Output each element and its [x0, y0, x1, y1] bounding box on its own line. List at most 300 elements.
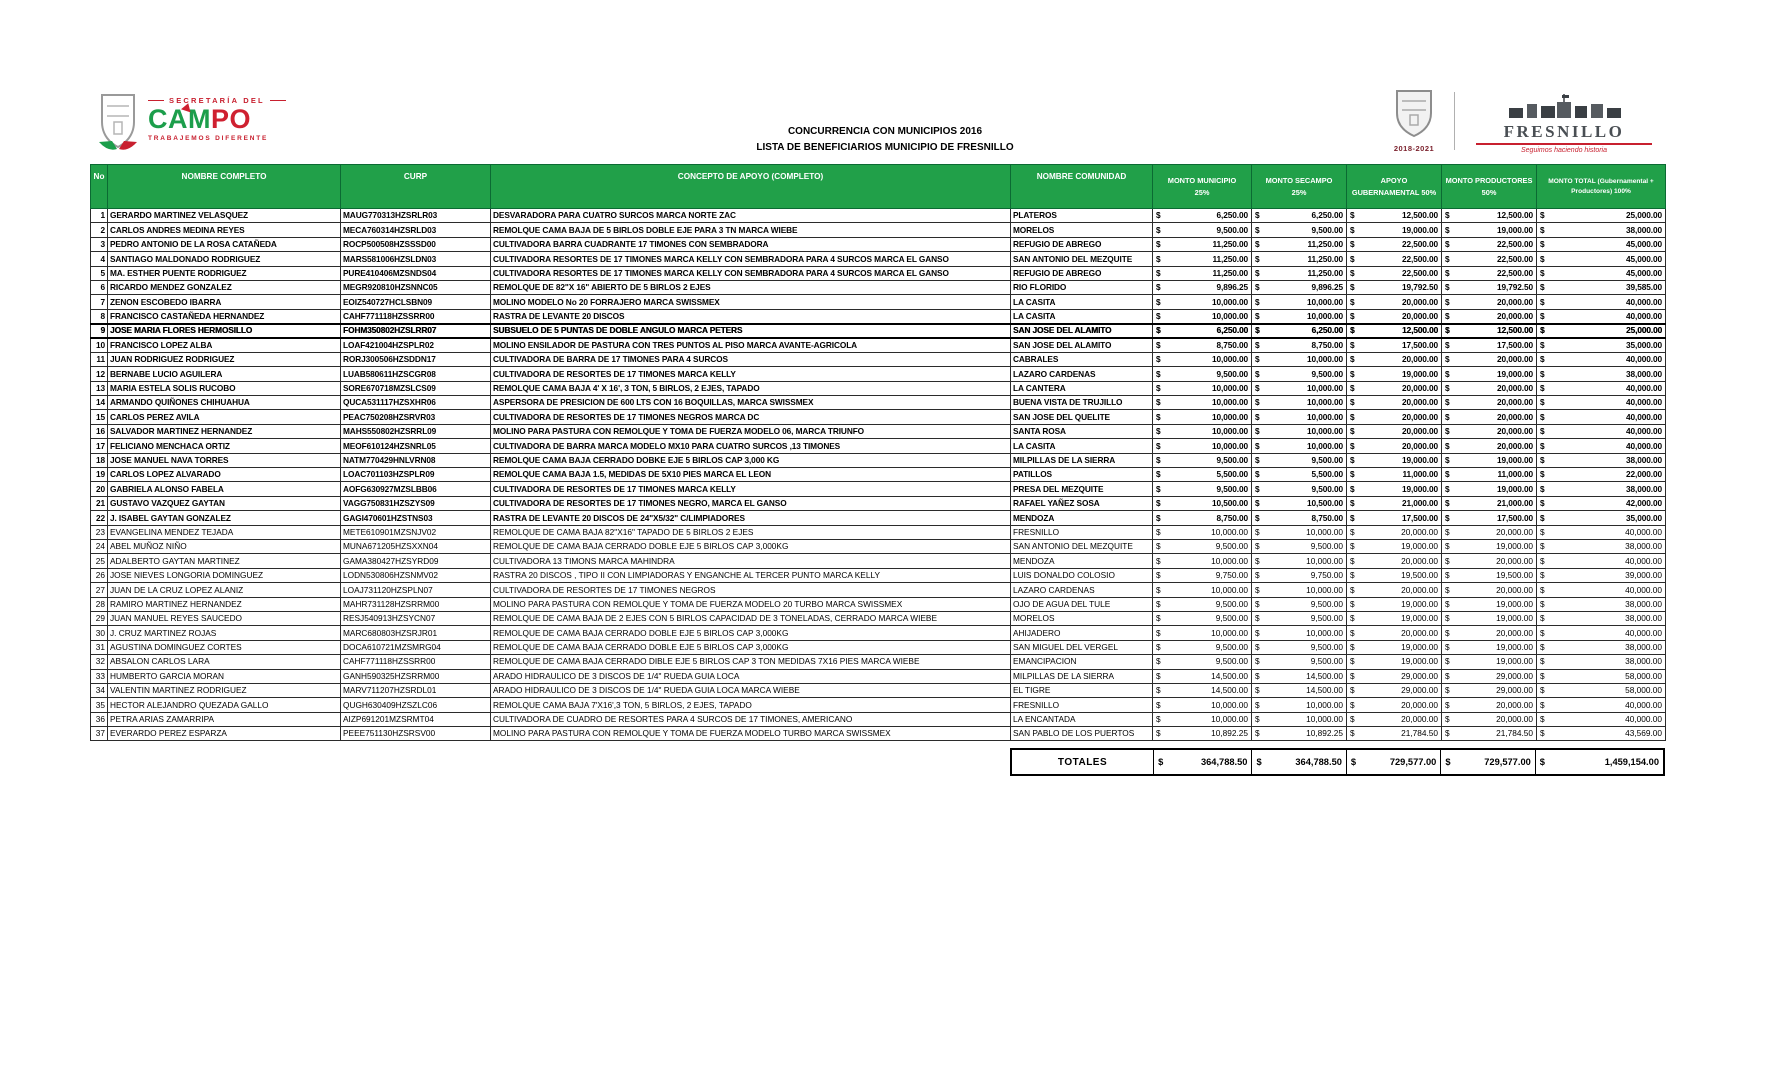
- cell-monto-municipio: $ 9,500.00: [1153, 223, 1252, 237]
- cell-monto-productores: $ 19,000.00: [1442, 453, 1537, 467]
- cell-concepto: MOLINO ENSILADOR DE PASTURA CON TRES PUNTOS AL PISO MARCA AVANTE-AGRICOLA: [491, 338, 1011, 352]
- secampo-crest-icon: [96, 92, 140, 154]
- cell-curp: ROCP500508HZSSSD00: [341, 237, 491, 251]
- cell-curp: DOCA610721MZSMRG04: [341, 640, 491, 654]
- table-row: [91, 525, 1666, 539]
- currency-symbol: $: [1540, 627, 1545, 638]
- currency-symbol: $: [1445, 498, 1450, 509]
- currency-symbol: $: [1540, 224, 1545, 235]
- cell-concepto: CULTIVADORA DE RESORTES DE 17 TIMONES MARCA KELLY: [491, 482, 1011, 496]
- cell-monto-secampo: $ 6,250.00: [1252, 324, 1347, 338]
- cell-no: 31: [91, 640, 108, 654]
- cell-apoyo-gubernamental: $ 20,000.00: [1347, 381, 1442, 395]
- cell-apoyo-gubernamental: $ 19,000.00: [1347, 223, 1442, 237]
- currency-symbol: $: [1445, 239, 1450, 250]
- cell-monto-total: $ 38,000.00: [1537, 223, 1666, 237]
- cell-concepto: MOLINO PARA PASTURA CON REMOLQUE Y TOMA DE FUERZA MODELO 20 TURBO MARCA SWISSMEX: [491, 597, 1011, 611]
- cell-apoyo-gubernamental: $ 19,000.00: [1347, 482, 1442, 496]
- cell-apoyo-gubernamental: $ 19,000.00: [1347, 539, 1442, 553]
- currency-symbol: $: [1350, 325, 1355, 336]
- cell-monto-total: $ 38,000.00: [1537, 453, 1666, 467]
- totals-label: TOTALES: [1057, 756, 1108, 768]
- cell-monto-municipio: $ 11,250.00: [1153, 237, 1252, 251]
- currency-symbol: $: [1445, 642, 1450, 653]
- currency-symbol: $: [1350, 526, 1355, 537]
- cell-monto-secampo: $ 9,500.00: [1252, 655, 1347, 669]
- cell-concepto: REMOLQUE DE CAMA BAJA CERRADO DOBLE EJE 5 BIRLOS CAP 3,000KG: [491, 640, 1011, 654]
- cell-concepto: ARADO HIDRAULICO DE 3 DISCOS DE 1/4" RUEDA GUIA LOCA MARCA WIEBE: [491, 683, 1011, 697]
- cell-curp: GAMA380427HZSYRD09: [341, 554, 491, 568]
- cell-apoyo-gubernamental: $ 22,500.00: [1347, 252, 1442, 266]
- cell-monto-municipio: $ 10,000.00: [1153, 396, 1252, 410]
- cell-no: 8: [91, 309, 108, 323]
- cell-no: 35: [91, 698, 108, 712]
- cell-apoyo-gubernamental: $ 11,000.00: [1347, 468, 1442, 482]
- cell-monto-productores: $ 20,000.00: [1442, 626, 1537, 640]
- currency-symbol: $: [1445, 253, 1450, 264]
- currency-symbol: $: [1156, 699, 1161, 710]
- currency-symbol: $: [1350, 454, 1355, 465]
- cell-monto-municipio: $ 10,000.00: [1153, 352, 1252, 366]
- currency-symbol: $: [1255, 555, 1260, 566]
- cell-nombre: GERARDO MARTINEZ VELASQUEZ: [108, 209, 341, 223]
- cell-monto-productores: $ 19,000.00: [1442, 367, 1537, 381]
- currency-symbol: $: [1255, 656, 1260, 667]
- table-row: [91, 539, 1666, 553]
- currency-symbol: $: [1540, 483, 1545, 494]
- currency-symbol: $: [1255, 613, 1260, 624]
- currency-symbol: $: [1156, 570, 1161, 581]
- currency-symbol: $: [1255, 397, 1260, 408]
- cell-comunidad: OJO DE AGUA DEL TULE: [1011, 597, 1153, 611]
- currency-symbol: $: [1156, 627, 1161, 638]
- cell-nombre: ZENON ESCOBEDO IBARRA: [108, 295, 341, 309]
- cell-comunidad: MENDOZA: [1011, 554, 1153, 568]
- currency-symbol: $: [1156, 642, 1161, 653]
- cell-monto-productores: $ 20,000.00: [1442, 309, 1537, 323]
- table-row: [91, 396, 1666, 410]
- cell-monto-secampo: $ 10,000.00: [1252, 410, 1347, 424]
- cell-curp: AIZP691201MZSRMT04: [341, 712, 491, 726]
- cell-comunidad: EMANCIPACION: [1011, 655, 1153, 669]
- currency-symbol: $: [1255, 512, 1260, 523]
- cell-concepto: CULTIVADORA DE RESORTES DE 17 TIMONES NEGROS: [491, 583, 1011, 597]
- currency-symbol: $: [1445, 224, 1450, 235]
- cell-monto-municipio: $ 8,750.00: [1153, 338, 1252, 352]
- currency-symbol: $: [1156, 282, 1161, 293]
- currency-symbol: $: [1156, 426, 1161, 437]
- cell-no: 34: [91, 683, 108, 697]
- cell-no: 12: [91, 367, 108, 381]
- currency-symbol: $: [1540, 210, 1545, 221]
- cell-monto-secampo: $ 10,000.00: [1252, 626, 1347, 640]
- cell-nombre: JOSE MARIA FLORES HERMOSILLO: [108, 324, 341, 338]
- table-row: [91, 237, 1666, 251]
- currency-symbol: $: [1350, 368, 1355, 379]
- cell-apoyo-gubernamental: $ 19,000.00: [1347, 611, 1442, 625]
- cell-curp: MECA760314HZSRLD03: [341, 223, 491, 237]
- cell-apoyo-gubernamental: $ 20,000.00: [1347, 525, 1442, 539]
- cell-curp: EOIZ540727HCLSBN09: [341, 295, 491, 309]
- currency-symbol: $: [1255, 483, 1260, 494]
- cell-apoyo-gubernamental: $ 19,500.00: [1347, 568, 1442, 582]
- cell-monto-total: $ 38,000.00: [1537, 539, 1666, 553]
- cell-monto-secampo: $ 11,250.00: [1252, 252, 1347, 266]
- cell-curp: CAHF771118HZSSRR00: [341, 655, 491, 669]
- currency-symbol: $: [1350, 426, 1355, 437]
- cell-nombre: FRANCISCO CASTAÑEDA HERNANDEZ: [108, 309, 341, 323]
- currency-symbol: $: [1255, 310, 1260, 321]
- cell-concepto: REMOLQUE CAMA BAJA 1.5, MEDIDAS DE 5X10 PIES MARCA EL LEON: [491, 468, 1011, 482]
- table-row: [91, 597, 1666, 611]
- cell-comunidad: FRESNILLO: [1011, 525, 1153, 539]
- currency-symbol: $: [1445, 282, 1450, 293]
- cell-nombre: JUAN MANUEL REYES SAUCEDO: [108, 611, 341, 625]
- cell-comunidad: LAZARO CARDENAS: [1011, 367, 1153, 381]
- cell-curp: MAHR731128HZSRRM00: [341, 597, 491, 611]
- currency-symbol: $: [1445, 354, 1450, 365]
- currency-symbol: $: [1156, 598, 1161, 609]
- currency-symbol: $: [1255, 454, 1260, 465]
- cell-concepto: CULTIVADORA DE BARRA MARCA MODELO MX10 PARA CUATRO SURCOS ,13 TIMONES: [491, 439, 1011, 453]
- cell-comunidad: LA CASITA: [1011, 309, 1153, 323]
- currency-symbol: $: [1156, 397, 1161, 408]
- cell-nombre: HECTOR ALEJANDRO QUEZADA GALLO: [108, 698, 341, 712]
- currency-symbol: $: [1156, 224, 1161, 235]
- cell-curp: GANH590325HZSRRM00: [341, 669, 491, 683]
- table-row: [91, 698, 1666, 712]
- currency-symbol: $: [1350, 340, 1355, 351]
- ayuntamiento-logo: [1388, 88, 1440, 153]
- currency-symbol: $: [1156, 239, 1161, 250]
- currency-symbol: $: [1256, 757, 1262, 767]
- cell-comunidad: MILPILLAS DE LA SIERRA: [1011, 669, 1153, 683]
- cell-curp: LODN530806HZSNMV02: [341, 568, 491, 582]
- cell-monto-total: $ 40,000.00: [1537, 424, 1666, 438]
- currency-symbol: $: [1156, 296, 1161, 307]
- currency-symbol: $: [1350, 411, 1355, 422]
- currency-symbol: $: [1445, 584, 1450, 595]
- cell-monto-municipio: $ 10,000.00: [1153, 626, 1252, 640]
- table-row: [91, 468, 1666, 482]
- currency-symbol: $: [1156, 512, 1161, 523]
- cell-nombre: VALENTIN MARTINEZ RODRIGUEZ: [108, 683, 341, 697]
- table-row: [91, 338, 1666, 352]
- cell-concepto: CULTIVADORA RESORTES DE 17 TIMONES MARCA KELLY CON SEMBRADORA PARA 4 SURCOS MARCA EL GANSO: [491, 252, 1011, 266]
- cell-nombre: MA. ESTHER PUENTE RODRIGUEZ: [108, 266, 341, 280]
- currency-symbol: $: [1255, 714, 1260, 725]
- cell-apoyo-gubernamental: $ 20,000.00: [1347, 439, 1442, 453]
- table-row: [91, 640, 1666, 654]
- table-row: [91, 410, 1666, 424]
- cell-monto-secampo: $ 9,500.00: [1252, 482, 1347, 496]
- cell-monto-municipio: $ 10,000.00: [1153, 424, 1252, 438]
- cell-monto-total: $ 40,000.00: [1537, 439, 1666, 453]
- cell-monto-secampo: $ 10,000.00: [1252, 352, 1347, 366]
- cell-nombre: GABRIELA ALONSO FABELA: [108, 482, 341, 496]
- cell-monto-municipio: $ 9,500.00: [1153, 482, 1252, 496]
- cell-monto-productores: $ 20,000.00: [1442, 295, 1537, 309]
- cell-concepto: ARADO HIDRAULICO DE 3 DISCOS DE 1/4" RUEDA GUIA LOCA: [491, 669, 1011, 683]
- cell-monto-municipio: $ 9,500.00: [1153, 640, 1252, 654]
- campo-wordmark: CAMPO: [148, 105, 286, 133]
- currency-symbol: $: [1350, 512, 1355, 523]
- cell-monto-productores: $ 20,000.00: [1442, 352, 1537, 366]
- currency-symbol: $: [1540, 454, 1545, 465]
- table-body: [91, 209, 1666, 741]
- currency-symbol: $: [1350, 239, 1355, 250]
- cell-concepto: SUBSUELO DE 5 PUNTAS DE DOBLE ANGULO MARCA PETERS: [491, 324, 1011, 338]
- cell-monto-total: $ 40,000.00: [1537, 554, 1666, 568]
- currency-symbol: $: [1350, 685, 1355, 696]
- total-municipio: $ 364,788.50: [1153, 750, 1251, 774]
- currency-symbol: $: [1255, 411, 1260, 422]
- cell-monto-secampo: $ 9,500.00: [1252, 223, 1347, 237]
- cell-nombre: RAMIRO MARTINEZ HERNANDEZ: [108, 597, 341, 611]
- cell-curp: LOAC701103HZSPLR09: [341, 468, 491, 482]
- cell-comunidad: FRESNILLO: [1011, 698, 1153, 712]
- currency-symbol: $: [1540, 570, 1545, 581]
- currency-symbol: $: [1540, 354, 1545, 365]
- cell-monto-secampo: $ 9,750.00: [1252, 568, 1347, 582]
- currency-symbol: $: [1156, 411, 1161, 422]
- currency-symbol: $: [1540, 526, 1545, 537]
- cell-curp: METE610901MZSNJV02: [341, 525, 491, 539]
- currency-symbol: $: [1156, 383, 1161, 394]
- currency-symbol: $: [1156, 440, 1161, 451]
- cell-no: 30: [91, 626, 108, 640]
- cell-no: 22: [91, 511, 108, 525]
- currency-symbol: $: [1255, 685, 1260, 696]
- cell-comunidad: SAN JOSE DEL QUELITE: [1011, 410, 1153, 424]
- cell-monto-total: $ 45,000.00: [1537, 237, 1666, 251]
- currency-symbol: $: [1445, 685, 1450, 696]
- currency-symbol: $: [1540, 699, 1545, 710]
- cell-concepto: REMOLQUE CAMA BAJA 7'X16',3 TON, 5 BIRLOS, 2 EJES, TAPADO: [491, 698, 1011, 712]
- cell-concepto: CULTIVADORA RESORTES DE 17 TIMONES MARCA KELLY CON SEMBRADORA PARA 4 SURCOS MARCA EL GANSO: [491, 266, 1011, 280]
- currency-symbol: $: [1540, 656, 1545, 667]
- cell-monto-municipio: $ 10,000.00: [1153, 554, 1252, 568]
- cell-monto-total: $ 35,000.00: [1537, 511, 1666, 525]
- currency-symbol: $: [1445, 570, 1450, 581]
- currency-symbol: $: [1350, 498, 1355, 509]
- cell-monto-municipio: $ 11,250.00: [1153, 266, 1252, 280]
- cell-curp: GAGI470601HZSTNS03: [341, 511, 491, 525]
- cell-monto-productores: $ 22,500.00: [1442, 266, 1537, 280]
- cell-monto-total: $ 38,000.00: [1537, 611, 1666, 625]
- currency-symbol: $: [1445, 670, 1450, 681]
- cell-monto-total: $ 38,000.00: [1537, 655, 1666, 669]
- currency-symbol: $: [1445, 699, 1450, 710]
- currency-symbol: $: [1540, 411, 1545, 422]
- cell-monto-total: $ 40,000.00: [1537, 309, 1666, 323]
- cell-comunidad: PRESA DEL MEZQUITE: [1011, 482, 1153, 496]
- currency-symbol: $: [1445, 411, 1450, 422]
- cell-monto-productores: $ 20,000.00: [1442, 525, 1537, 539]
- cell-apoyo-gubernamental: $ 20,000.00: [1347, 698, 1442, 712]
- currency-symbol: $: [1255, 426, 1260, 437]
- cell-monto-secampo: $ 10,000.00: [1252, 698, 1347, 712]
- cell-monto-secampo: $ 9,500.00: [1252, 640, 1347, 654]
- cell-no: 1: [91, 209, 108, 223]
- currency-symbol: $: [1445, 325, 1450, 336]
- cell-concepto: CULTIVADORA BARRA CUADRANTE 17 TIMONES CON SEMBRADORA: [491, 237, 1011, 251]
- cell-apoyo-gubernamental: $ 19,000.00: [1347, 597, 1442, 611]
- cell-apoyo-gubernamental: $ 20,000.00: [1347, 583, 1442, 597]
- cell-concepto: MOLINO PARA PASTURA CON REMOLQUE Y TOMA DE FUERZA MODELO TURBO MARCA SWISSMEX: [491, 727, 1011, 741]
- cell-monto-municipio: $ 10,000.00: [1153, 295, 1252, 309]
- cell-curp: MEOF610124HZSNRL05: [341, 439, 491, 453]
- currency-symbol: $: [1540, 340, 1545, 351]
- cell-monto-municipio: $ 10,000.00: [1153, 698, 1252, 712]
- cell-monto-municipio: $ 9,896.25: [1153, 280, 1252, 294]
- currency-symbol: $: [1540, 239, 1545, 250]
- table-row: [91, 209, 1666, 223]
- cell-no: 2: [91, 223, 108, 237]
- currency-symbol: $: [1156, 656, 1161, 667]
- cell-monto-secampo: $ 9,500.00: [1252, 539, 1347, 553]
- cell-monto-productores: $ 20,000.00: [1442, 698, 1537, 712]
- currency-symbol: $: [1255, 469, 1260, 480]
- fresnillo-logo: [1468, 94, 1660, 154]
- currency-symbol: $: [1156, 526, 1161, 537]
- secretaria-del-label: SECRETARÍA DEL: [148, 96, 286, 105]
- cell-curp: QUGH630409HZSZLC06: [341, 698, 491, 712]
- currency-symbol: $: [1540, 469, 1545, 480]
- cell-apoyo-gubernamental: $ 20,000.00: [1347, 712, 1442, 726]
- cell-monto-productores: $ 20,000.00: [1442, 396, 1537, 410]
- beneficiaries-table: [90, 164, 1666, 741]
- currency-symbol: $: [1156, 541, 1161, 552]
- cell-comunidad: PLATEROS: [1011, 209, 1153, 223]
- cell-concepto: CULTIVADORA 13 TIMONS MARCA MAHINDRA: [491, 554, 1011, 568]
- cell-nombre: CARLOS LOPEZ ALVARADO: [108, 468, 341, 482]
- currency-symbol: $: [1350, 296, 1355, 307]
- cell-monto-total: $ 40,000.00: [1537, 525, 1666, 539]
- cell-apoyo-gubernamental: $ 29,000.00: [1347, 669, 1442, 683]
- cell-curp: QUCA531117HZSXHR06: [341, 396, 491, 410]
- currency-symbol: $: [1445, 512, 1450, 523]
- currency-symbol: $: [1445, 757, 1451, 767]
- cell-nombre: ARMANDO QUIÑONES CHIHUAHUA: [108, 396, 341, 410]
- table-row: [91, 511, 1666, 525]
- cell-comunidad: SAN JOSE DEL ALAMITO: [1011, 324, 1153, 338]
- cell-comunidad: PATILLOS: [1011, 468, 1153, 482]
- cell-nombre: FELICIANO MENCHACA ORTIZ: [108, 439, 341, 453]
- cell-curp: NATM770429HNLVRN08: [341, 453, 491, 467]
- cell-apoyo-gubernamental: $ 20,000.00: [1347, 396, 1442, 410]
- currency-symbol: $: [1350, 253, 1355, 264]
- cell-monto-total: $ 25,000.00: [1537, 324, 1666, 338]
- cell-monto-municipio: $ 9,500.00: [1153, 611, 1252, 625]
- currency-symbol: $: [1255, 224, 1260, 235]
- cell-curp: CAHF771118HZSSRR00: [341, 309, 491, 323]
- currency-symbol: $: [1350, 440, 1355, 451]
- cell-monto-productores: $ 20,000.00: [1442, 410, 1537, 424]
- currency-symbol: $: [1445, 454, 1450, 465]
- currency-symbol: $: [1350, 469, 1355, 480]
- cell-monto-productores: $ 17,500.00: [1442, 511, 1537, 525]
- cell-curp: MARC680803HZSRJR01: [341, 626, 491, 640]
- cell-curp: MARV711207HZSRDL01: [341, 683, 491, 697]
- currency-symbol: $: [1540, 714, 1545, 725]
- cell-no: 9: [91, 324, 108, 338]
- cell-monto-productores: $ 20,000.00: [1442, 439, 1537, 453]
- cell-nombre: EVANGELINA MENDEZ TEJADA: [108, 525, 341, 539]
- table-row: [91, 367, 1666, 381]
- cell-monto-total: $ 39,000.00: [1537, 568, 1666, 582]
- cell-monto-productores: $ 19,000.00: [1442, 640, 1537, 654]
- cell-monto-municipio: $ 10,000.00: [1153, 439, 1252, 453]
- currency-symbol: $: [1350, 354, 1355, 365]
- table-row: [91, 266, 1666, 280]
- table-row: [91, 655, 1666, 669]
- cell-monto-total: $ 35,000.00: [1537, 338, 1666, 352]
- cell-monto-productores: $ 19,500.00: [1442, 568, 1537, 582]
- currency-symbol: $: [1350, 670, 1355, 681]
- cell-apoyo-gubernamental: $ 12,500.00: [1347, 324, 1442, 338]
- cell-comunidad: AHIJADERO: [1011, 626, 1153, 640]
- currency-symbol: $: [1445, 627, 1450, 638]
- cell-concepto: CULTIVADORA DE RESORTES DE 17 TIMONES NEGRO, MARCA EL GANSO: [491, 496, 1011, 510]
- currency-symbol: $: [1255, 354, 1260, 365]
- cell-comunidad: LAZARO CARDENAS: [1011, 583, 1153, 597]
- cell-apoyo-gubernamental: $ 19,000.00: [1347, 640, 1442, 654]
- column-header-nombre: NOMBRE COMPLETO: [108, 165, 341, 209]
- currency-symbol: $: [1540, 296, 1545, 307]
- cell-comunidad: LA ENCANTADA: [1011, 712, 1153, 726]
- cell-concepto: REMOLQUE DE CAMA BAJA CERRADO DOBLE EJE 5 BIRLOS CAP 3,000KG: [491, 626, 1011, 640]
- currency-symbol: $: [1445, 555, 1450, 566]
- currency-symbol: $: [1156, 714, 1161, 725]
- column-header-comunidad: NOMBRE COMUNIDAD: [1011, 165, 1153, 209]
- currency-symbol: $: [1540, 310, 1545, 321]
- cell-curp: RORJ300506HZSDDN17: [341, 352, 491, 366]
- cell-monto-productores: $ 21,000.00: [1442, 496, 1537, 510]
- currency-symbol: $: [1156, 613, 1161, 624]
- cell-monto-municipio: $ 9,500.00: [1153, 597, 1252, 611]
- cell-monto-productores: $ 22,500.00: [1442, 252, 1537, 266]
- cell-concepto: ASPERSORA DE PRESICION DE 600 LTS CON 16 BOQUILLAS, MARCA SWISSMEX: [491, 396, 1011, 410]
- cell-monto-total: $ 40,000.00: [1537, 626, 1666, 640]
- cell-monto-municipio: $ 9,500.00: [1153, 539, 1252, 553]
- currency-symbol: $: [1445, 483, 1450, 494]
- ayuntamiento-years: 2018-2021: [1393, 144, 1435, 153]
- currency-symbol: $: [1255, 383, 1260, 394]
- cell-monto-productores: $ 12,500.00: [1442, 209, 1537, 223]
- currency-symbol: $: [1350, 613, 1355, 624]
- cell-monto-secampo: $ 8,750.00: [1252, 511, 1347, 525]
- currency-symbol: $: [1445, 310, 1450, 321]
- fresnillo-tagline: Seguimos haciendo historia: [1521, 146, 1607, 154]
- cell-monto-secampo: $ 6,250.00: [1252, 209, 1347, 223]
- cell-concepto: REMOLQUE DE CAMA BAJA CERRADO DOBLE EJE 5 BIRLOS CAP 3,000KG: [491, 539, 1011, 553]
- cell-monto-productores: $ 29,000.00: [1442, 683, 1537, 697]
- totals-row: [1010, 748, 1665, 776]
- currency-symbol: $: [1540, 613, 1545, 624]
- cell-nombre: ADALBERTO GAYTAN MARTINEZ: [108, 554, 341, 568]
- cell-monto-secampo: $ 10,000.00: [1252, 583, 1347, 597]
- currency-symbol: $: [1445, 598, 1450, 609]
- currency-symbol: $: [1255, 642, 1260, 653]
- cell-monto-municipio: $ 6,250.00: [1153, 324, 1252, 338]
- cell-nombre: SALVADOR MARTINEZ HERNANDEZ: [108, 424, 341, 438]
- cell-nombre: J. ISABEL GAYTAN GONZALEZ: [108, 511, 341, 525]
- cell-monto-productores: $ 19,000.00: [1442, 597, 1537, 611]
- currency-symbol: $: [1350, 714, 1355, 725]
- cell-monto-secampo: $ 10,000.00: [1252, 424, 1347, 438]
- cell-monto-productores: $ 21,784.50: [1442, 727, 1537, 741]
